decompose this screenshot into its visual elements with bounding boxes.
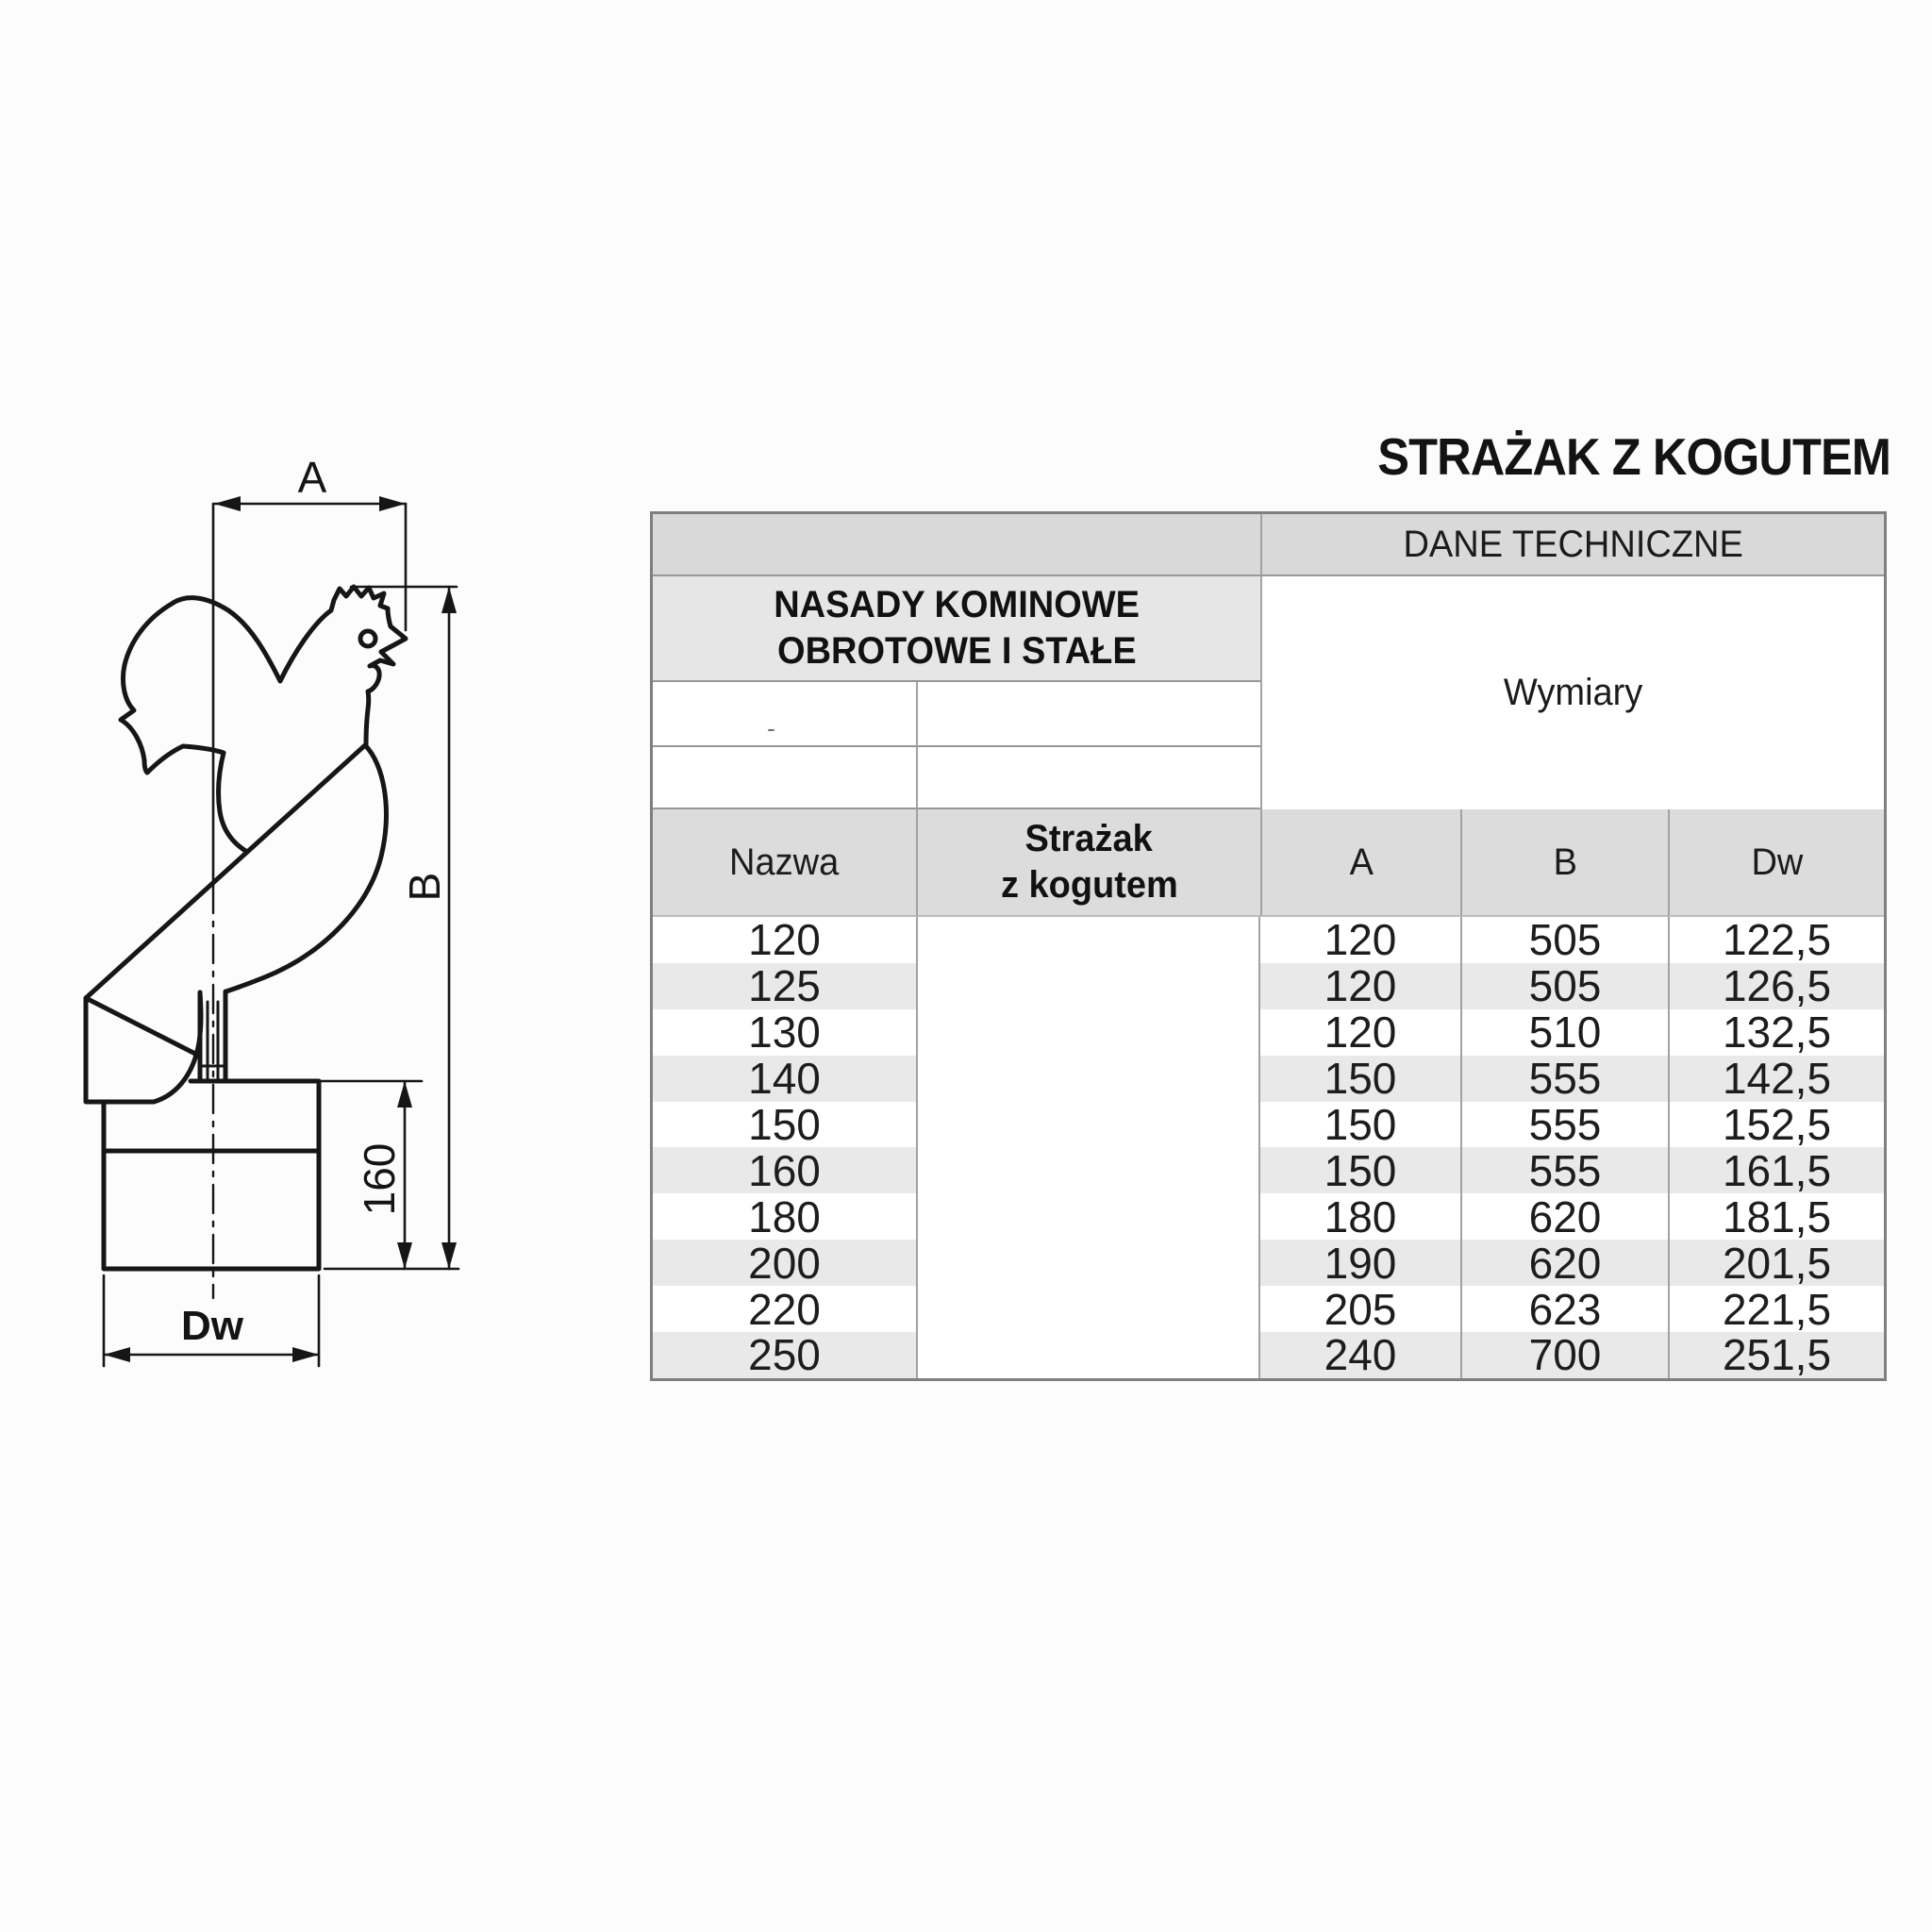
rooster-eye <box>360 631 375 646</box>
cell-nazwa: 150 <box>653 1102 918 1148</box>
cell-nazwa: 250 <box>653 1332 918 1378</box>
cell-nazwa: 130 <box>653 1009 918 1056</box>
cell-b: 555 <box>1460 1102 1668 1148</box>
cell-b: 505 <box>1460 917 1668 963</box>
cell-nazwa: 160 <box>653 1147 918 1193</box>
wymiary-header: Wymiary <box>1260 576 1884 809</box>
cell-dw: 161,5 <box>1668 1147 1884 1193</box>
group-header-nasady: NASADY KOMINOWE OBROTOWE I STAŁE <box>653 576 1260 682</box>
cell-dw: 152,5 <box>1668 1102 1884 1148</box>
cell-a: 150 <box>1260 1147 1460 1193</box>
cell-b: 510 <box>1460 1009 1668 1056</box>
dim-160-label: 160 <box>355 1142 404 1216</box>
cell-dw: 251,5 <box>1668 1332 1884 1378</box>
cell-a: 120 <box>1324 1008 1397 1056</box>
col-header-dw: Dw <box>1668 809 1884 917</box>
cell-dw: 181,5 <box>1668 1193 1884 1240</box>
col-header-nazwa: Nazwa <box>653 809 918 917</box>
cell-dw: 221,5 <box>1668 1286 1884 1332</box>
rooster-weathervane-outline <box>121 587 406 852</box>
top-header-left-blank <box>653 514 1260 576</box>
col-header-product: Strażak z kogutem <box>918 809 1260 917</box>
cell-dw: 122,5 <box>1668 917 1884 963</box>
cowl-top-edge <box>86 745 365 998</box>
cell-b: 555 <box>1460 1056 1668 1102</box>
cowl-fold-line <box>86 998 195 1054</box>
cell-a: 190 <box>1260 1240 1460 1286</box>
page-title: STRAŻAK Z KOGUTEM <box>1377 427 1890 486</box>
col-header-a: A <box>1260 809 1460 917</box>
cell-b: 505 <box>1460 963 1668 1009</box>
cell-a: 120 <box>1260 963 1460 1009</box>
spec-table <box>650 511 1887 1381</box>
cell-dw: 126,5 <box>1668 963 1884 1009</box>
cell-b: 620 <box>1460 1240 1668 1286</box>
dimension-dw <box>104 1275 319 1366</box>
dim-b-label: B <box>400 872 449 902</box>
empty-cell-dash: - <box>653 682 918 747</box>
dimension-a <box>214 453 406 630</box>
cell-nazwa: 200 <box>653 1240 918 1286</box>
cell-nazwa: 180 <box>653 1193 918 1240</box>
cell-a: 240 <box>1260 1332 1460 1378</box>
cell-b: 620 <box>1460 1193 1668 1240</box>
cell-dw: 132,5 <box>1668 1009 1884 1056</box>
dimension-160 <box>319 1081 422 1269</box>
cell-a: 120 <box>1324 917 1397 963</box>
cell-a: 150 <box>1260 1056 1460 1102</box>
product-merged-cell <box>918 917 1260 1378</box>
col-header-b: B <box>1460 809 1668 917</box>
cell-b: 623 <box>1460 1286 1668 1332</box>
top-header-dane-techniczne: DANE TECHNICZNE <box>1260 514 1884 576</box>
cell-dw: 142,5 <box>1668 1056 1884 1102</box>
chimney-cowl <box>86 745 386 1102</box>
cell-nazwa: 125 <box>653 963 918 1009</box>
empty-cell <box>918 747 1260 809</box>
dim-dw-label: Dw <box>181 1303 243 1349</box>
cowl-right-lobe <box>226 745 386 991</box>
cell-a: 180 <box>1324 1193 1397 1241</box>
cell-nazwa: 140 <box>653 1056 918 1102</box>
cell-a: 205 <box>1324 1286 1397 1333</box>
base-pipe <box>104 1081 319 1269</box>
cell-nazwa: 120 <box>653 917 918 963</box>
empty-cell <box>918 682 1260 747</box>
cell-b: 700 <box>1460 1332 1668 1378</box>
cell-dw: 201,5 <box>1668 1240 1884 1286</box>
cell-a: 150 <box>1324 1101 1397 1148</box>
empty-cell <box>653 747 918 809</box>
cell-nazwa: 220 <box>653 1286 918 1332</box>
dim-a-label: A <box>297 453 327 502</box>
cell-b: 555 <box>1460 1147 1668 1193</box>
